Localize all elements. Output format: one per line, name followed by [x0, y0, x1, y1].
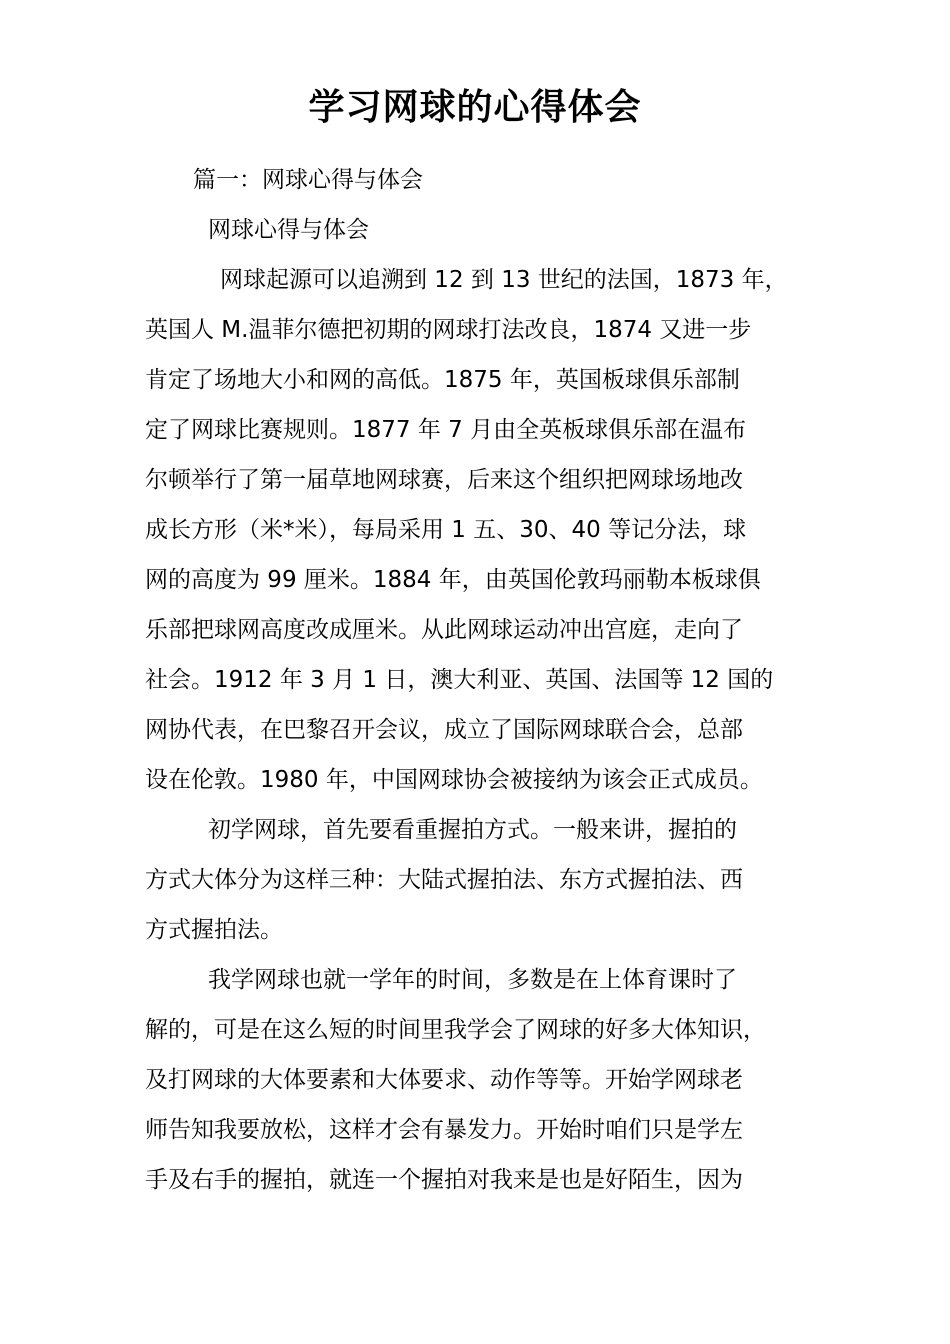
- paragraph-line: 网协代表，在巴黎召开会议，成立了国际网球联合会，总部: [145, 717, 743, 743]
- paragraph-line: 设在伦敦。1980 年，中国网球协会被接纳为该会正式成员。: [145, 767, 763, 793]
- paragraph-line: 定了网球比赛规则。1877 年 7 月由全英板球俱乐部在温布: [145, 417, 747, 443]
- paragraph-line: 肯定了场地大小和网的高低。1875 年，英国板球俱乐部制: [145, 367, 740, 393]
- paragraph-line: 手及右手的握拍，就连一个握拍对我来是也是好陌生，因为: [145, 1167, 743, 1193]
- paragraph-line: 网球起源可以追溯到 12 到 13 世纪的法国，1873 年，: [220, 267, 788, 293]
- paragraph-line: 社会。1912 年 3 月 1 日，澳大利亚、英国、法国等 12 国的: [145, 667, 774, 693]
- section-heading: 篇一：网球心得与体会: [193, 167, 423, 193]
- document-title: 学习网球的心得体会: [308, 87, 642, 128]
- sub-heading: 网球心得与体会: [208, 217, 369, 243]
- paragraph-line: 网的高度为 99 厘米。1884 年，由英国伦敦玛丽勒本板球俱: [145, 567, 761, 593]
- paragraph-line: 英国人 M.温菲尔德把初期的网球打法改良，1874 又进一步: [145, 317, 752, 343]
- paragraph-line: 方式握拍法。: [145, 917, 283, 943]
- paragraph-line: 成长方形（米*米），每局采用 1 五、30、40 等记分法，球: [145, 517, 747, 543]
- paragraph-line: 我学网球也就一学年的时间，多数是在上体育课时了: [208, 967, 737, 993]
- paragraph-line: 解的，可是在这么短的时间里我学会了网球的好多大体知识，: [145, 1017, 766, 1043]
- paragraph-line: 尔顿举行了第一届草地网球赛，后来这个组织把网球场地改: [145, 467, 743, 493]
- paragraph-line: 师告知我要放松，这样才会有暴发力。开始时咱们只是学左: [145, 1117, 743, 1143]
- paragraph-line: 及打网球的大体要素和大体要求、动作等等。开始学网球老: [145, 1067, 743, 1093]
- paragraph-line: 初学网球，首先要看重握拍方式。一般来讲，握拍的: [208, 817, 737, 843]
- paragraph-line: 方式大体分为这样三种：大陆式握拍法、东方式握拍法、西: [145, 867, 743, 893]
- paragraph-line: 乐部把球网高度改成厘米。从此网球运动冲出宫庭，走向了: [145, 617, 743, 643]
